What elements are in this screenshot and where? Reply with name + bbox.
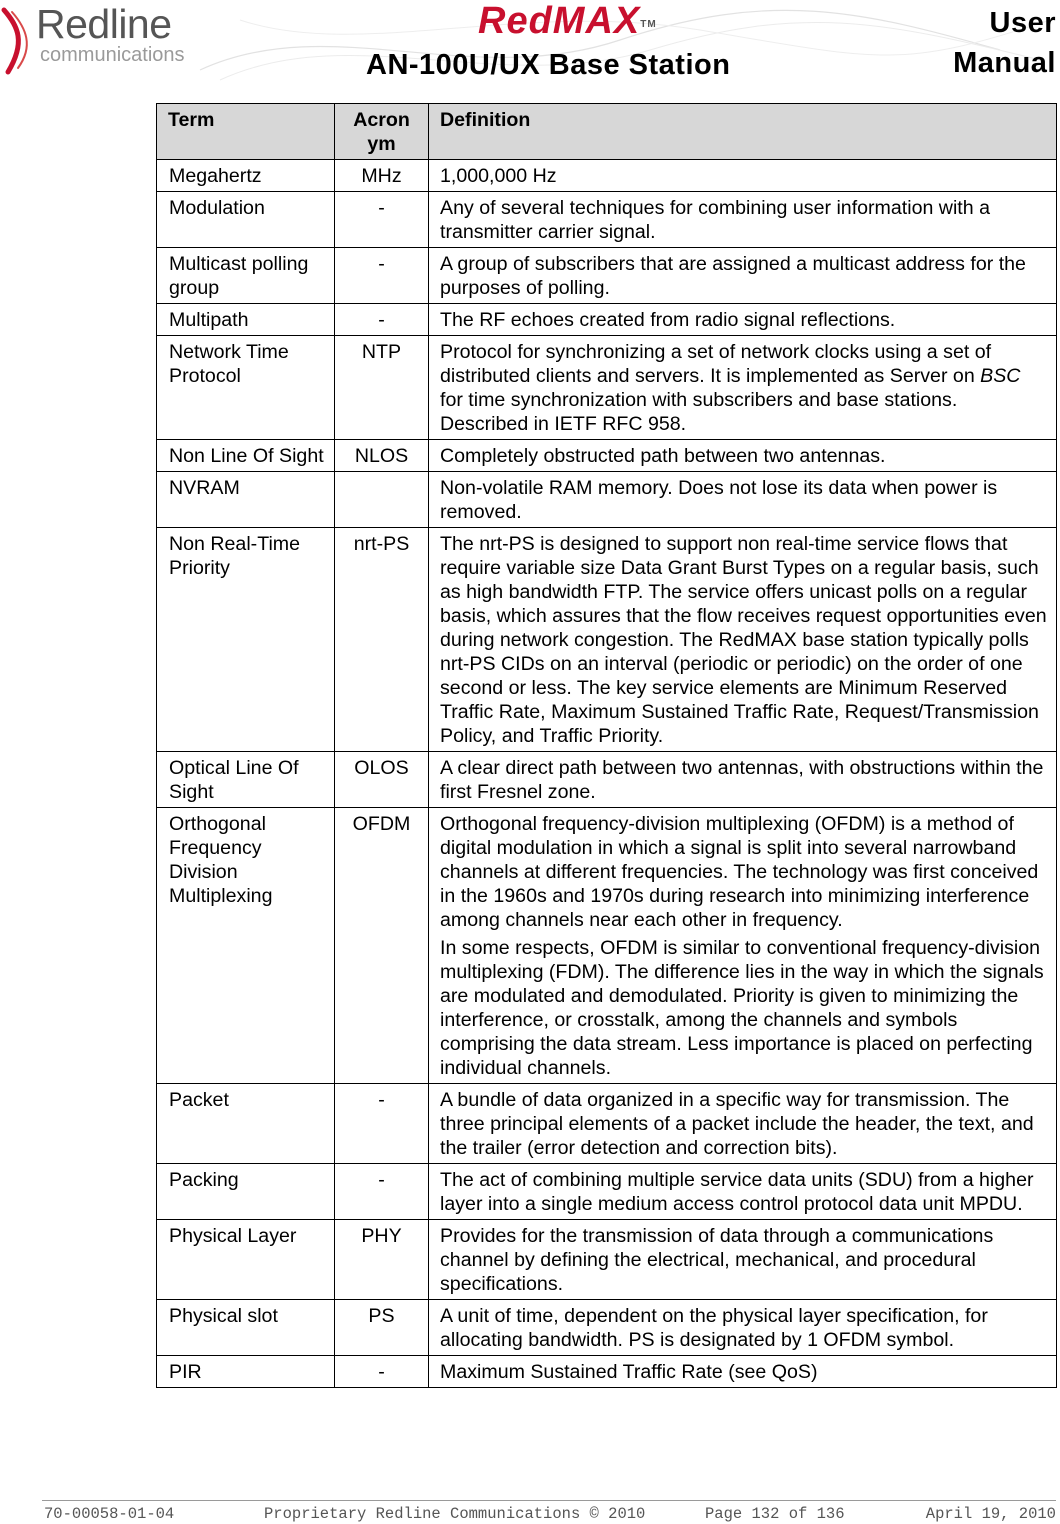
term-cell: Packet (157, 1084, 335, 1164)
definition-text: for time synchronization with subscribers and base stations. Described in IETF RFC 958. (440, 389, 958, 435)
document-type-line-1: User (989, 7, 1056, 39)
definition-cell: Completely obstructed path between two antennas. (429, 440, 1057, 472)
definition-text: Protocol for synchronizing a set of network clocks using a set of distributed clients and servers. It is implemented as Server on (440, 341, 992, 387)
term-cell: Physical Layer (157, 1220, 335, 1300)
column-header-definition: Definition (429, 104, 1057, 160)
acronym-cell: - (335, 1356, 429, 1388)
column-header-term: Term (157, 104, 335, 160)
table-row (157, 752, 1057, 808)
term-cell: Physical slot (157, 1300, 335, 1356)
definition-cell: The nrt-PS is designed to support non real-time service flows that require variable size Data Grant Burst Types on a regular basis, such as high bandwidth FTP. The service offers unicast polls on a regular basis, which assures that the flow receives request opportunities even during network congestion. The RedMAX base station typically polls nrt-PS CIDs on an interval (periodic or periodic) on the order of one second or less. The key service elements are Minimum Reserved Traffic Rate, Maximum Sustained Traffic Rate, Request/Transmission Policy, and Traffic Priority. (429, 528, 1057, 752)
brand-trademark: TM (640, 19, 657, 30)
table-row (157, 1084, 1057, 1164)
acronym-cell: nrt-PS (335, 528, 429, 752)
definition-paragraph: Orthogonal frequency-division multiplexing (OFDM) is a method of digital modulation in which a signal is split into several narrowband channels at different frequencies. The technology was first conceived in the 1960s and 1970s during research into minimizing interference among channels near each other in frequency. (440, 813, 1039, 931)
footer-divider (42, 1500, 1056, 1501)
glossary-table (156, 103, 1057, 1388)
table-row (157, 440, 1057, 472)
acronym-cell: - (335, 248, 429, 304)
acronym-cell: PS (335, 1300, 429, 1356)
term-cell: Non Line Of Sight (157, 440, 335, 472)
table-row (157, 528, 1057, 752)
definition-cell: The act of combining multiple service data units (SDU) from a higher layer into a single medium access control protocol data unit MPDU. (429, 1164, 1057, 1220)
definition-cell (429, 336, 1057, 440)
definition-cell: A bundle of data organized in a specific way for transmission. The three principal elements of a packet include the header, the text, and the trailer (error detection and correction bits). (429, 1084, 1057, 1164)
definition-cell: A unit of time, dependent on the physical layer specification, for allocating bandwidth. PS is designated by 1 OFDM symbol. (429, 1300, 1057, 1356)
term-cell: Modulation (157, 192, 335, 248)
table-row (157, 304, 1057, 336)
table-row (157, 160, 1057, 192)
table-row (157, 472, 1057, 528)
definition-cell: A group of subscribers that are assigned a multicast address for the purposes of polling. (429, 248, 1057, 304)
acronym-cell: OLOS (335, 752, 429, 808)
page-footer (44, 1505, 1056, 1523)
brand-part-max: MAX (552, 0, 641, 42)
acronym-cell: - (335, 1164, 429, 1220)
product-brand-logo (478, 1, 657, 41)
company-subtitle: communications (40, 44, 185, 66)
redline-logo-icon (0, 6, 36, 76)
document-type-line-2: Manual (953, 47, 1056, 79)
column-header-acronym: Acron ym (335, 104, 429, 160)
copyright-notice: Proprietary Redline Communications © 2010 (264, 1505, 646, 1523)
acronym-cell: NLOS (335, 440, 429, 472)
definition-cell: Any of several techniques for combining user information with a transmitter carrier signal. (429, 192, 1057, 248)
acronym-cell: PHY (335, 1220, 429, 1300)
page-header (0, 0, 1060, 92)
company-name: Redline (36, 1, 172, 47)
document-type (953, 3, 1056, 83)
document-number: 70-00058-01-04 (44, 1505, 175, 1523)
term-cell: Optical Line Of Sight (157, 752, 335, 808)
definition-cell: Non-volatile RAM memory. Does not lose its data when power is removed. (429, 472, 1057, 528)
definition-cell: The RF echoes created from radio signal reflections. (429, 304, 1057, 336)
product-title: AN-100U/UX Base Station (366, 49, 731, 81)
term-cell: Network Time Protocol (157, 336, 335, 440)
table-row (157, 336, 1057, 440)
acronym-cell: - (335, 192, 429, 248)
acronym-cell: MHz (335, 160, 429, 192)
page-number: Page 132 of 136 (705, 1505, 845, 1523)
definition-cell: A clear direct path between two antennas, with obstructions within the first Fresnel zone. (429, 752, 1057, 808)
term-cell: Packing (157, 1164, 335, 1220)
table-row (157, 1356, 1057, 1388)
definition-cell: Provides for the transmission of data through a communications channel by defining the electrical, mechanical, and procedural specifications. (429, 1220, 1057, 1300)
table-row (157, 192, 1057, 248)
table-row (157, 1164, 1057, 1220)
acronym-cell (335, 472, 429, 528)
term-cell: PIR (157, 1356, 335, 1388)
term-cell: NVRAM (157, 472, 335, 528)
table-row (157, 1220, 1057, 1300)
acronym-cell: NTP (335, 336, 429, 440)
table-row (157, 1300, 1057, 1356)
definition-cell: 1,000,000 Hz (429, 160, 1057, 192)
acronym-cell: - (335, 1084, 429, 1164)
term-cell: Multicast polling group (157, 248, 335, 304)
term-cell: Non Real-Time Priority (157, 528, 335, 752)
document-date: April 19, 2010 (925, 1505, 1056, 1523)
definition-cell (429, 808, 1057, 1084)
brand-part-red: Red (478, 0, 553, 42)
definition-paragraph: In some respects, OFDM is similar to conventional frequency-division multiplexing (FDM). The difference lies in the way in which the signals are modulated and demodulated. Priority is given to minimizing the interference, or crosstalk, among the channels and symbols comprising the data stream. Less importance is placed on perfecting individual channels. (440, 937, 1044, 1079)
acronym-cell: - (335, 304, 429, 336)
table-header-row (157, 104, 1057, 160)
term-cell: Megahertz (157, 160, 335, 192)
definition-cell: Maximum Sustained Traffic Rate (see QoS) (429, 1356, 1057, 1388)
term-cell: Multipath (157, 304, 335, 336)
table-row (157, 808, 1057, 1084)
term-cell: Orthogonal Frequency Division Multiplexing (157, 808, 335, 1084)
acronym-cell: OFDM (335, 808, 429, 1084)
definition-emphasis: BSC (980, 365, 1021, 387)
table-row (157, 248, 1057, 304)
